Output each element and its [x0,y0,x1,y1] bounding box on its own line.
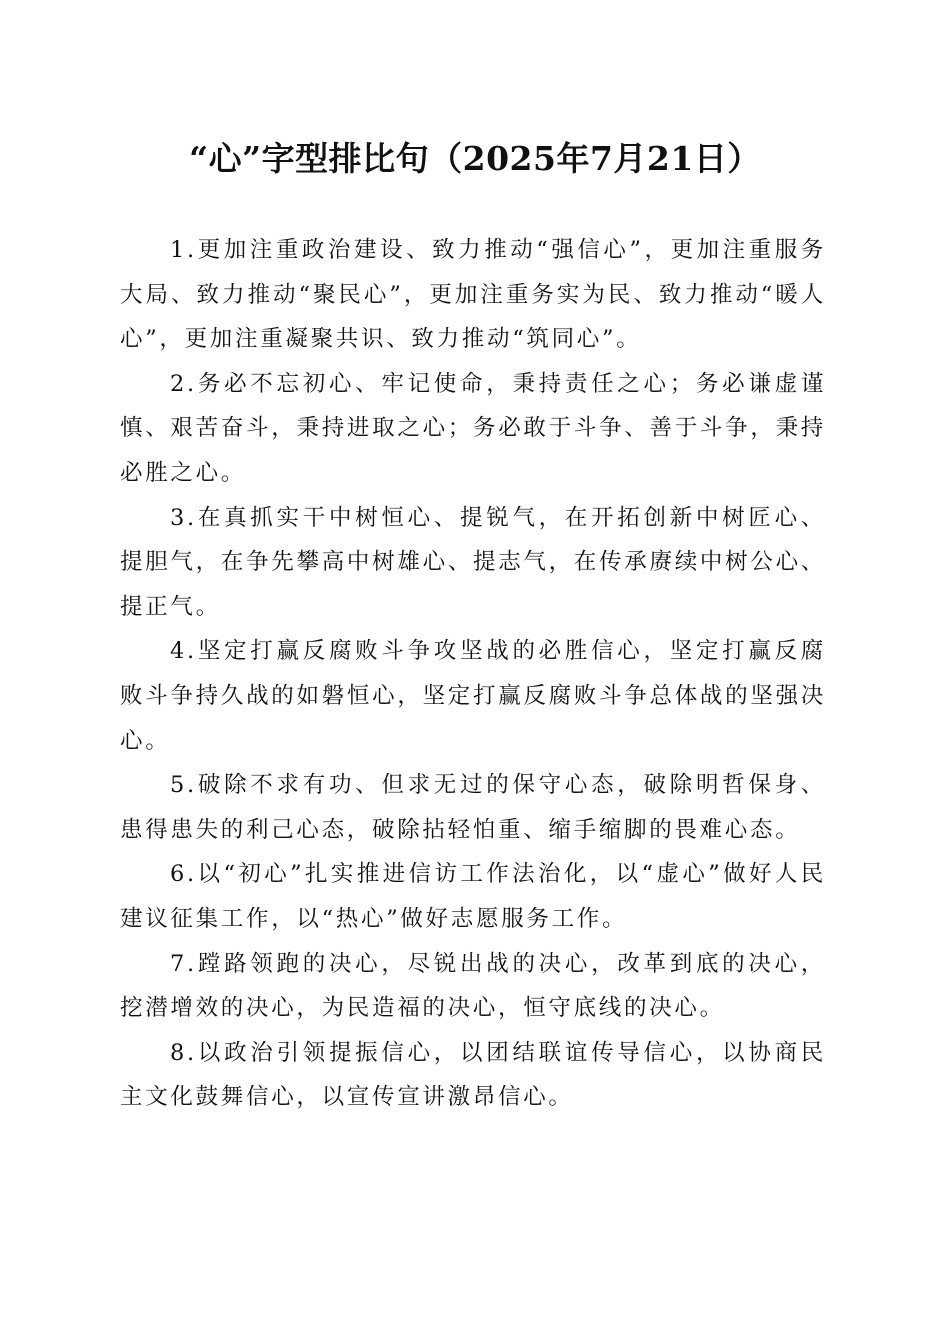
paragraph-1: 1.更加注重政治建设、致力推动“强信心”，更加注重服务大局、致力推动“聚民心”，更加注重务实为民、致力推动“暖人心”，更加注重凝聚共识、致力推动“筑同心”。 [120,237,826,353]
paragraph-6: 6.以“初心”扎实推进信访工作法治化，以“虚心”做好人民建议征集工作，以“热心”做好志愿服务工作。 [120,861,826,932]
paragraph-3: 3.在真抓实干中树恒心、提锐气，在开拓创新中树匠心、提胆气，在争先攀高中树雄心、提志气，在传承赓续中树公心、提正气。 [120,504,826,620]
document-body [120,228,826,1120]
paragraph-7: 7.蹚路领跑的决心，尽锐出战的决心，改革到底的决心，挖潜增效的决心，为民造福的决心，恒守底线的决心。 [120,950,826,1022]
page-title: “心”字型排比句（2025年7月21日） [189,139,761,178]
paragraph-5: 5.破除不求有功、但求无过的保守心态，破除明哲保身、患得患失的利己心态，破除拈轻怕重、缩手缩脚的畏难心态。 [120,772,826,843]
paragraph-2: 2.务必不忘初心、牢记使命，秉持责任之心；务必谦虚谨慎、艰苦奋斗，秉持进取之心；务必敢于斗争、善于斗争，秉持必胜之心。 [120,370,826,486]
paragraph-8: 8.以政治引领提振信心，以团结联谊传导信心，以协商民主文化鼓舞信心，以宣传宣讲激昂信心。 [120,1039,826,1111]
paragraph-4: 4.坚定打赢反腐败斗争攻坚战的必胜信心，坚定打赢反腐败斗争持久战的如磐恒心，坚定打赢反腐败斗争总体战的坚强决心。 [120,638,826,754]
